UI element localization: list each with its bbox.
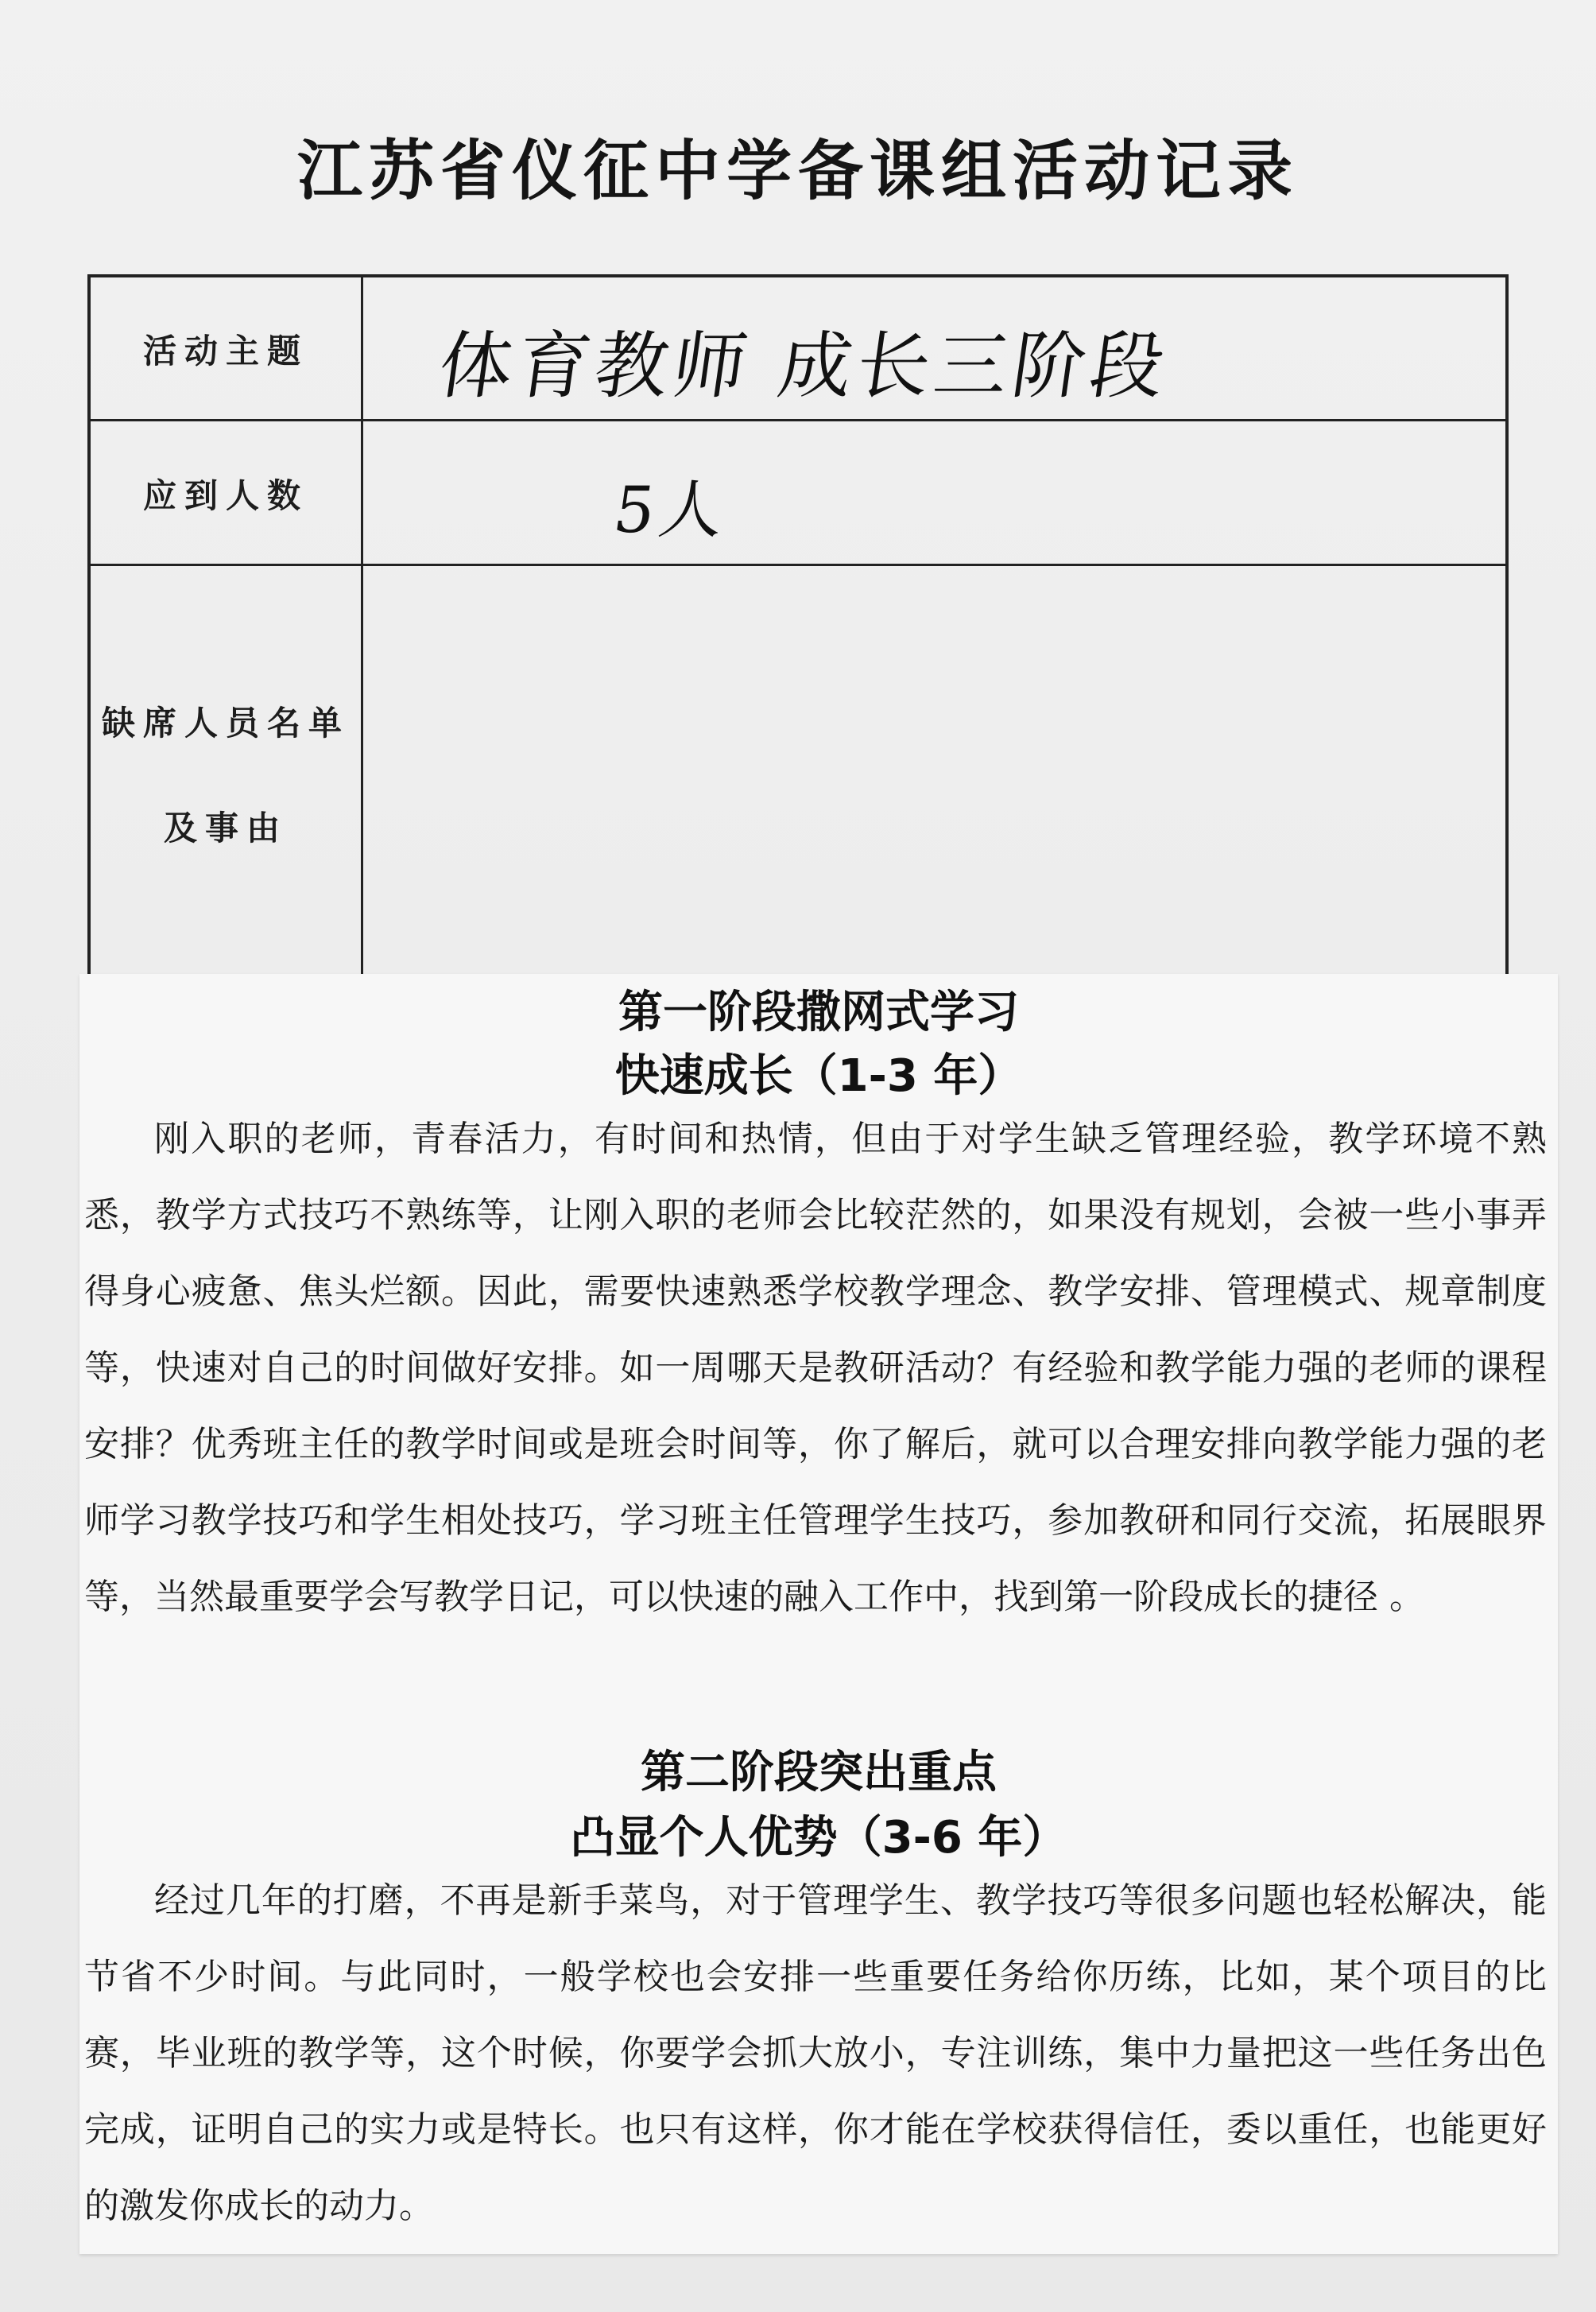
- expected-attendance-value: 5人: [609, 473, 734, 547]
- table-row-divider: [91, 564, 1505, 566]
- absentee-list-label: 缺席人员名单: [101, 704, 350, 743]
- activity-topic-label: 活动主题: [142, 332, 308, 370]
- section2-heading: 第二阶段突出重点: [641, 1747, 997, 1798]
- expected-attendance-label: 应到人数: [142, 476, 308, 515]
- section1-heading: 第一阶段撒网式学习: [618, 987, 1019, 1038]
- table-column-divider: [361, 277, 363, 1066]
- document-title: 江苏省仪征中学备课组活动记录: [296, 134, 1299, 209]
- pasted-article-sheet: [79, 974, 1558, 2254]
- section1-paragraph: 刚入职的老师，青春活力，有时间和热情，但由于对学生缺乏管理经验，教学环境不熟悉，教学方式技巧不熟练等，让刚入职的老师会比较茫然的，如果没有规划，会被一些小事弄得身心疲惫、焦头烂额。因此，需要快速熟悉学校教学理念、教学安排、管理模式、规章制度等，快速对自己的时间做好安排。如一周哪天是教研活动？有经验和教学能力强的老师的课程安排？优秀班主任的教学时间或是班会时间等，你了解后，就可以合理安排向教学能力强的老师学习教学技巧和学生相处技巧，学习班主任管理学生技巧，参加教研和同行交流，拓展眼界等，当然最重要学会写教学日记，可以快速的融入工作中，找到第一阶段成长的捷径 。: [84, 1119, 1547, 1617]
- section1-subheading: 快速成长（1-3 年）: [614, 1050, 1023, 1102]
- section2-subheading: 凸显个人优势（3-6 年）: [570, 1812, 1067, 1864]
- table-row-divider: [91, 419, 1505, 421]
- record-form-table: [87, 274, 1509, 1069]
- absentee-reason-label: 及事由: [163, 809, 288, 848]
- activity-topic-value: 体育教师 成长三阶段: [433, 324, 1175, 409]
- section2-paragraph: 经过几年的打磨，不再是新手菜鸟，对于管理学生、教学技巧等很多问题也轻松解决，能节省不少时间。与此同时，一般学校也会安排一些重要任务给你历练，比如，某个项目的比赛，毕业班的教学等，这个时候，你要学会抓大放小，专注训练，集中力量把这一些任务出色完成，证明自己的实力或是特长。也只有这样，你才能在学校获得信任，委以重任，也能更好的激发你成长的动力。: [84, 1880, 1547, 2226]
